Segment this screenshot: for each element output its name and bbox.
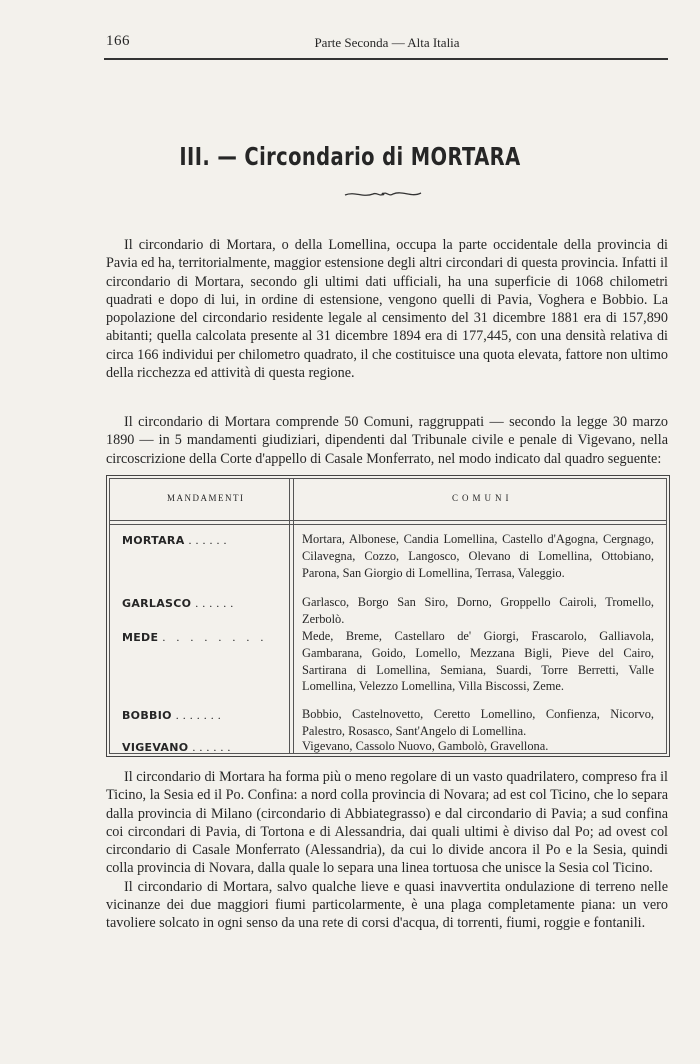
- running-head: [106, 33, 668, 53]
- paragraph-text: Il circondario di Mortara, salvo qualche lieve e quasi inavvertita ondulazione di terreno nelle vicinanze dei due maggiori fiumi particolarmente, è una plaga completamente piana: un vero tavoliere solcato in ogni senso da una rete di corsi d'acqua, di torrenti, fiumi, roggie e fontanili.: [106, 878, 668, 932]
- leader-dots: . . . . . . . .: [162, 630, 268, 644]
- table-row-comuni: Bobbio, Castelnovetto, Ceretto Lomellino, Confienza, Nicorvo, Palestro, Rosasco, Sant'Angelo di Lomellina.: [302, 707, 654, 738]
- chapter-title: III. — Circondario di MORTARA: [179, 142, 521, 171]
- table-row-mandamento: [122, 533, 231, 548]
- table-row-mandamento: [122, 708, 225, 723]
- paragraph-confini: [106, 768, 668, 933]
- running-title: Parte Seconda — Alta Italia: [314, 35, 460, 50]
- mandamento-name: GARLASCO: [122, 597, 192, 610]
- paragraph-text: Il circondario di Mortara ha forma più o meno regolare di un vasto quadrilatero, compreso fra il Ticino, la Sesia ed il Po. Confina: a nord colla provincia di Novara; ad est col Ticino, che lo separa dalla provincia di Milano (circondario di Abbiategrasso) e dal circondario di Pavia; a sud confina coi circondari di Pavia, di Tortona e di Alessandria, dai quali ultimi è diviso dal Po; ad ovest col circondario di Casale Monferrato (Alessandria), da cui lo divide ancora il Po e la Sesia, quindi colla provincia di Novara, dalla quale lo separa una linea tortuosa che unisce la Sesia col Ticino.: [106, 769, 668, 877]
- mandamento-name: MORTARA: [122, 534, 185, 547]
- table-frame: [109, 478, 667, 754]
- leader-dots: ......: [195, 596, 238, 610]
- leader-dots: .......: [175, 708, 225, 722]
- table-row-mandamento: [122, 630, 267, 645]
- paragraph-text: Il circondario di Mortara comprende 50 Comuni, raggruppati — secondo la legge 30 marzo 1890 — in 5 mandamenti giudiziari, dipendenti dal Tribunale civile e penale di Vigevano, nella circoscrizione della Corte d'appello di Casale Monferrato, nel modo indicato dal quadro seguente:: [106, 414, 668, 467]
- mandamento-name: BOBBIO: [122, 709, 172, 722]
- paragraph-intro: [106, 236, 668, 382]
- table-row-comuni: Vigevano, Cassolo Nuovo, Gambolò, Gravellona.: [302, 739, 549, 753]
- leader-dots: ......: [192, 740, 235, 754]
- mandamenti-table: [106, 475, 670, 757]
- page-number: 166: [106, 33, 130, 49]
- mandamento-name: MEDE: [122, 631, 159, 644]
- column-header-mandamenti: MANDAMENTI: [167, 493, 245, 503]
- table-row-mandamento: [122, 596, 237, 611]
- header-rule: [104, 58, 668, 60]
- table-row-comuni: Mortara, Albonese, Candia Lomellina, Castello d'Agogna, Cergnago, Cilavegna, Cozzo, Langosco, Olevano di Lomellina, Ottobiano, Parona, San Giorgio di Lomellina, Terrasa, Valeggio.: [302, 532, 654, 580]
- paragraph-comuni: [106, 413, 668, 468]
- column-header-comuni: COMUNI: [452, 493, 513, 503]
- mandamento-name: VIGEVANO: [122, 741, 189, 754]
- table-row-comuni: Garlasco, Borgo San Siro, Dorno, Groppello Cairoli, Tromello, Zerbolò.: [302, 595, 654, 626]
- header-divider: [110, 520, 666, 525]
- table-row-comuni: Mede, Breme, Castellaro de' Giorgi, Frascarolo, Galliavola, Gambarana, Goido, Lomello, Mezzana Bigli, Pieve del Cairo, Sartirana di Lomellina, Semiana, Suardi, Torre Berretti, Valle Lomellina, Velezzo Lomellina, Villa Biscossi, Zeme.: [302, 629, 654, 694]
- paragraph-text: Il circondario di Mortara, o della Lomellina, occupa la parte occidentale della provincia di Pavia ed ha, territorialmente, maggior estensione degli altri circondari di questa provincia. Infatti il circondario di Mortara, secondo gli ultimi dati ufficiali, ha una superficie di 1068 chilometri quadrati e dopo di lui, in ordine di estensione, vengono quelli di Pavia, Voghera e Bobbio. La popolazione del circondario residente legale al censimento del 31 dicembre 1881 era di 157,890 abitanti; quella calcolata presente al 31 dicembre 1894 era di 177,445, con una densità relativa di circa 166 individui per chilometro quadrato, il che costituisce una quota elevata, fattore non ultimo della ricchezza ed attività di questa regione.: [106, 237, 668, 382]
- table-row-mandamento: [122, 740, 234, 755]
- ornament-flourish-icon: [343, 188, 423, 200]
- leader-dots: ......: [188, 533, 231, 547]
